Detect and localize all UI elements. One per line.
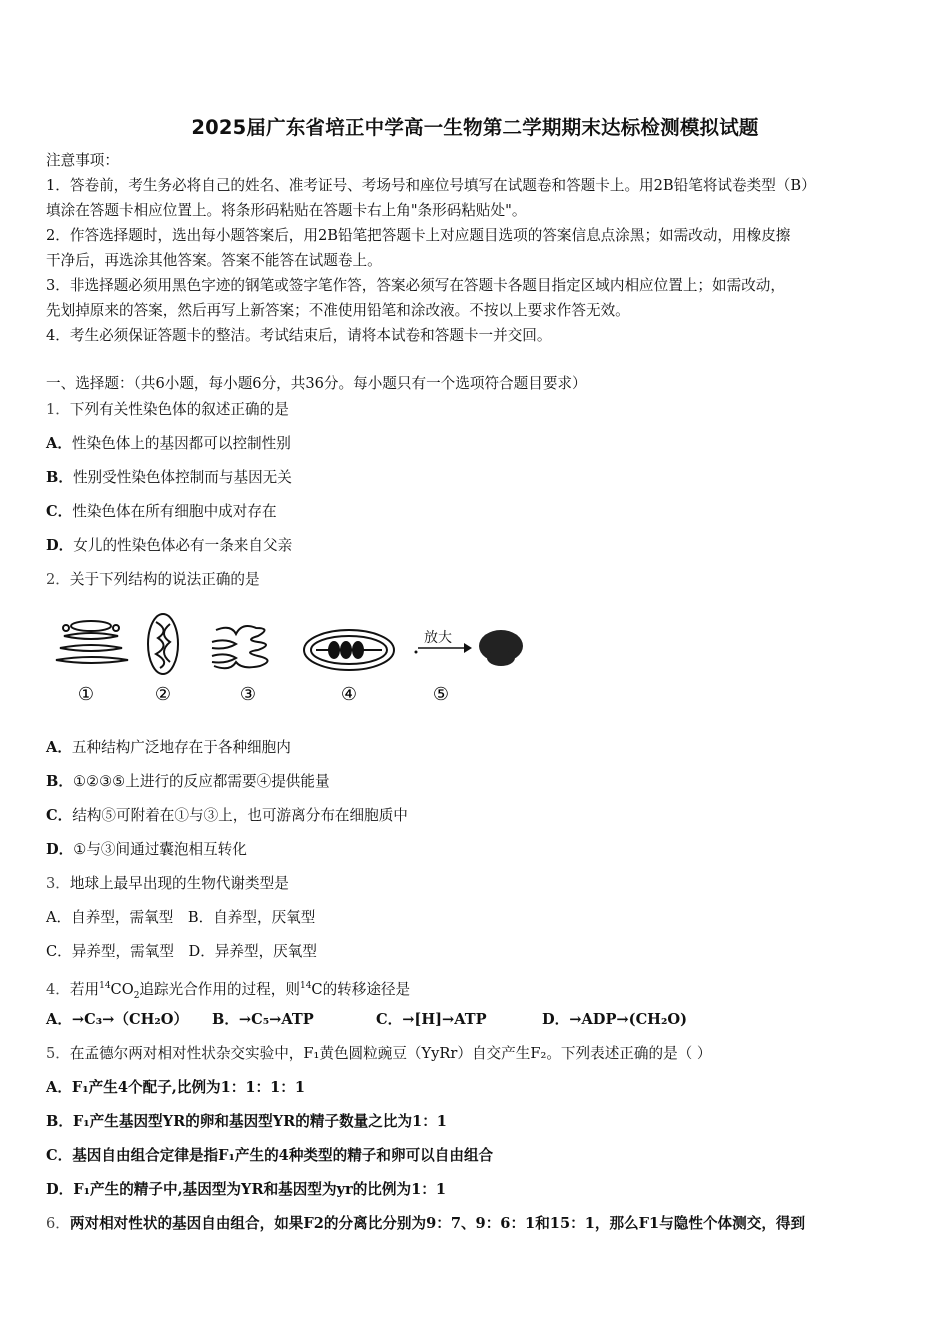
question-number: 5．: [46, 1045, 70, 1062]
question-2: [46, 569, 916, 591]
notice-line: 填涂在答题卡相应位置上。将条形码粘贴在答题卡右上角"条形码粘贴处"。: [46, 202, 527, 219]
question-stem: 关于下列结构的说法正确的是: [69, 571, 260, 588]
figure-label: ④: [340, 684, 358, 705]
enlarge-label: 放大: [424, 630, 452, 646]
option-row: [46, 1009, 916, 1031]
question-stem: 在孟德尔两对相对性状杂交实验中，F₁黄色圆粒豌豆（YyRr）自交产生F₂。下列表述正确的是（ ）: [69, 1045, 712, 1062]
option-c: C．基因自由组合定律是指F₁产生的4种类型的精子和卵可以自由组合: [46, 1147, 494, 1164]
option-b: B．→C₅→ATP: [212, 1011, 314, 1028]
question-4: 4．若用$^{14}CO_2$追踪光合作用的过程，则$^{14}$C的转移途径是: [46, 980, 411, 1001]
question-number: 3．: [46, 875, 70, 892]
question-stem: 地球上最早出现的生物代谢类型是: [69, 875, 289, 892]
figure-label: ③: [239, 684, 257, 705]
question-number: 6．: [46, 1215, 70, 1232]
option-c: C．→[H]→ATP: [376, 1011, 487, 1028]
option-row: A．自养型，需氧型 B．自养型，厌氧型: [46, 909, 316, 926]
option-b: B．①②③⑤上进行的反应都需要④提供能量: [46, 773, 330, 790]
option-d: D．F₁产生的精子中,基因型为YR和基因型为yr的比例为1：1: [46, 1181, 446, 1198]
section-heading: 一、选择题：（共6小题，每小题6分，共36分。每小题只有一个选项符合题目要求）: [46, 375, 587, 392]
golgi-apparatus-image: [56, 621, 128, 663]
figure-label: ①: [77, 684, 95, 705]
notice-line: 干净后，再选涂其他答案。答案不能答在试题卷上。: [46, 252, 382, 269]
mitochondrion-image: [148, 614, 178, 674]
option-row: C．异养型，需氧型 D．异养型，厌氧型: [46, 943, 317, 960]
option-d: D．女儿的性染色体必有一条来自父亲: [46, 537, 293, 554]
option-b: B．性别受性染色体控制而与基因无关: [46, 469, 292, 486]
option-c: C．性染色体在所有细胞中成对存在: [46, 503, 277, 520]
option-a: A．F₁产生4个配子,比例为1：1：1：1: [46, 1079, 306, 1096]
chloroplast-image: [304, 630, 394, 670]
endoplasmic-reticulum-image: [212, 626, 268, 668]
notice-line: 2．作答选择题时，选出每小题答案后，用2B铅笔把答题卡上对应题目选项的答案信息点涂黑；如需改动，用橡皮擦: [46, 227, 791, 244]
question-number: 2．: [46, 571, 70, 588]
notice-line: 3．非选择题必须用黑色字迹的钢笔或签字笔作答，答案必须写在答题卡各题目指定区域内相应位置上；如需改动，: [46, 277, 785, 294]
option-d: D．①与③间通过囊泡相互转化: [46, 841, 247, 858]
question-number: 4．: [46, 980, 70, 998]
question-1: [46, 399, 916, 421]
question-stem: 两对相对性状的基因自由组合，如果F2的分离比分别为9：7、9：6：1和15：1，那么F1与隐性个体测交，得到: [69, 1215, 806, 1232]
option-a: A．→C₃→（CH₂O）: [46, 1011, 189, 1028]
question-5: [46, 1043, 916, 1065]
option-d: D．→ADP→(CH₂O): [542, 1011, 687, 1028]
notice-heading: 注意事项：: [46, 152, 119, 169]
question-3: [46, 873, 916, 895]
notice-line: 4．考生必须保证答题卡的整洁。考试结束后，请将本试卷和答题卡一并交回。: [46, 327, 552, 344]
page-title: 2025届广东省培正中学高一生物第二学期期末达标检测模拟试题: [191, 116, 759, 139]
organelle-figure: [46, 612, 546, 712]
notice-line: 先划掉原来的答案，然后再写上新答案；不准使用铅笔和涂改液。不按以上要求作答无效。: [46, 302, 630, 319]
ribosome-image: [415, 629, 524, 666]
option-a: A．五种结构广泛地存在于各种细胞内: [46, 739, 291, 756]
figure-label: ⑤: [432, 684, 450, 705]
notice-line: 1．答卷前，考生务必将自己的姓名、准考证号、考场号和座位号填写在试题卷和答题卡上。用2B铅笔将试卷类型（B）: [46, 177, 816, 194]
question-number: 1．: [46, 401, 70, 418]
option-b: B．F₁产生基因型YR的卵和基因型YR的精子数量之比为1：1: [46, 1113, 447, 1130]
question-6: [46, 1213, 916, 1235]
option-c: C．结构⑤可附着在①与③上，也可游离分布在细胞质中: [46, 807, 408, 824]
figure-label: ②: [154, 684, 172, 705]
option-a: A．性染色体上的基因都可以控制性别: [46, 435, 291, 452]
question-stem: 下列有关性染色体的叙述正确的是: [69, 401, 289, 418]
